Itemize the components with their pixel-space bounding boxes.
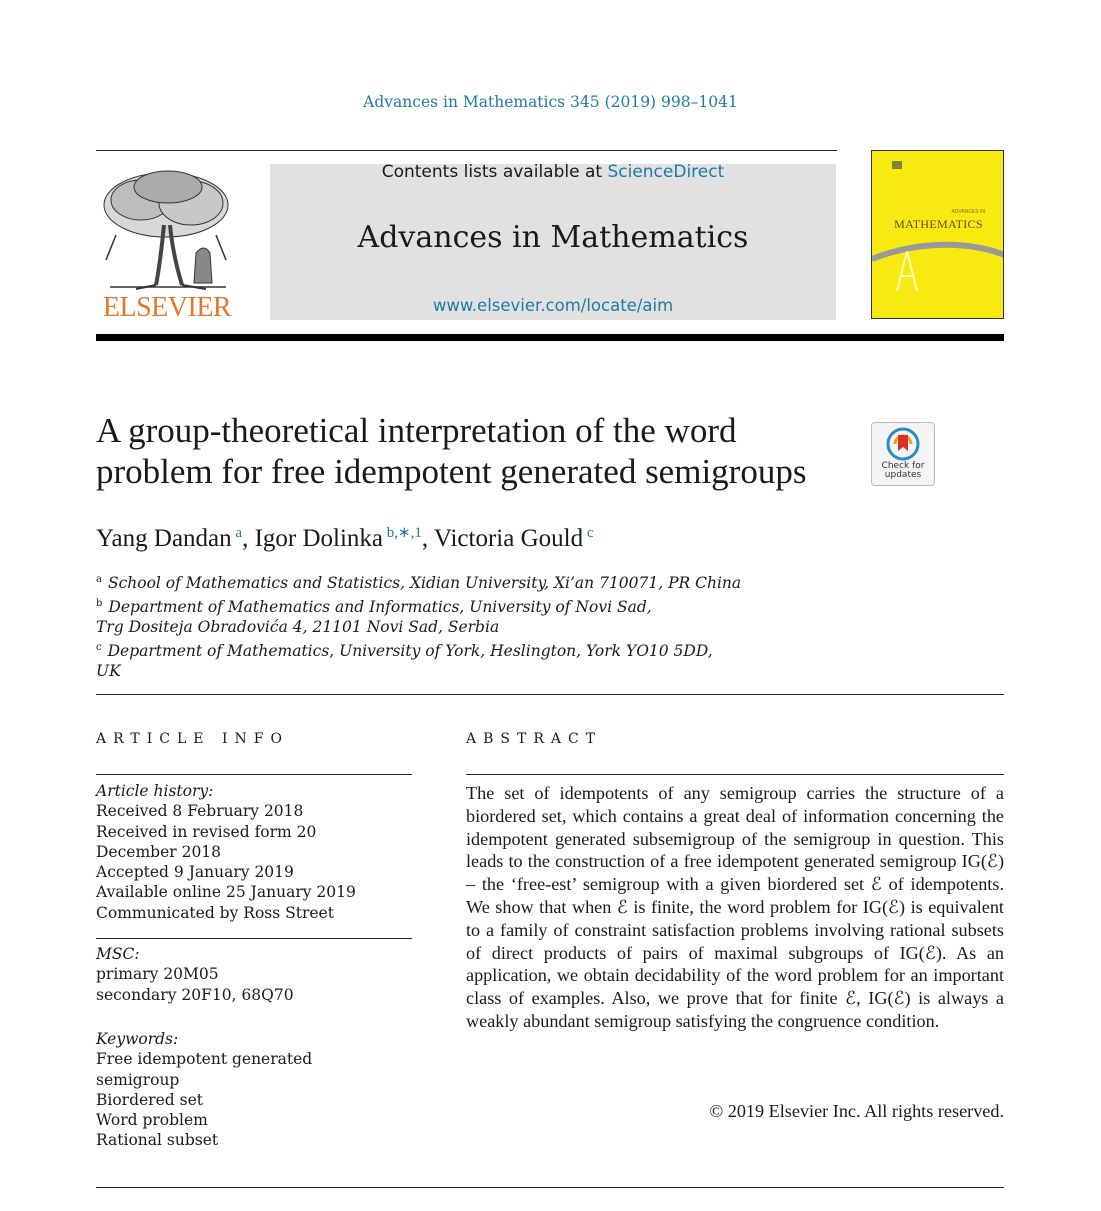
badge-line-1: Check for <box>881 461 925 471</box>
bookmark-icon <box>885 427 921 461</box>
affiliation-text: Department of Mathematics, University of York, Heslington, York YO10 5DD, <box>107 641 713 660</box>
article-title <box>96 410 856 492</box>
badge-label <box>872 462 934 480</box>
article-history <box>96 781 412 923</box>
affiliation-a <box>96 570 856 594</box>
bottom-divider <box>96 1187 1004 1188</box>
author-marks[interactable]: b,∗,1 <box>386 525 422 541</box>
affiliation-b-cont: Trg Dositeja Obradovića 4, 21101 Novi Sad, Serbia <box>96 618 500 636</box>
msc-item: primary 20M05 <box>96 965 219 984</box>
title-line-1: A group-theoretical interpretation of the word <box>96 411 737 450</box>
journal-name: Advances in Mathematics <box>357 220 749 255</box>
header-divider <box>96 150 837 151</box>
badge-line-2: updates <box>884 470 922 480</box>
msc-label: MSC: <box>96 945 140 963</box>
abstract-rule-top <box>466 774 1004 775</box>
affiliation-c-cont: UK <box>96 662 121 680</box>
journal-cover-thumbnail[interactable] <box>871 150 1004 319</box>
author-name[interactable]: Yang Dandan <box>96 525 232 552</box>
author-name[interactable]: Igor Dolinka <box>254 525 384 552</box>
affiliations <box>96 570 856 682</box>
info-rule-top <box>96 774 412 775</box>
keyword-item: Rational subset <box>96 1131 219 1150</box>
article-info-heading: ARTICLE INFO <box>96 731 289 747</box>
cover-graphic <box>872 151 1004 319</box>
cover-title: MATHEMATICS <box>894 217 983 231</box>
affiliation-mark: a <box>96 574 102 585</box>
header-thick-rule <box>96 334 1004 341</box>
history-item: Accepted 9 January 2019 <box>96 863 294 882</box>
keyword-item: Free idempotent generated <box>96 1050 313 1069</box>
history-label: Article history: <box>96 782 214 800</box>
author-affiliation-mark[interactable] <box>583 525 593 541</box>
history-item: December 2018 <box>96 842 222 861</box>
affiliation-text: School of Mathematics and Statistics, Xidian University, Xi’an 710071, PR China <box>107 574 742 592</box>
history-item: Received 8 February 2018 <box>96 802 304 821</box>
keyword-item: Biordered set <box>96 1090 203 1109</box>
abstract-heading: ABSTRACT <box>466 731 603 747</box>
history-item: Communicated by Ross Street <box>96 903 334 922</box>
author-list: Yang Dandan $^a$, Igor Dolinka $^{b,∗,1}$, Victoria Gould $^c$ <box>96 525 594 552</box>
keyword-item: Word problem <box>96 1111 208 1130</box>
affiliation-c <box>96 638 856 662</box>
check-for-updates-button[interactable] <box>871 422 935 486</box>
contents-prefix: Contents lists available at <box>381 162 608 182</box>
keywords <box>96 1029 412 1151</box>
journal-url-link[interactable]: www.elsevier.com/locate/aim <box>432 296 674 315</box>
history-item: Received in revised form 20 <box>96 822 317 841</box>
affiliation-mark: b <box>96 597 103 609</box>
journal-citation-link[interactable]: Advances in Mathematics 345 (2019) 998–1041 <box>363 93 738 111</box>
msc-codes <box>96 944 412 1005</box>
history-item: Available online 25 January 2019 <box>96 883 356 902</box>
abstract-text: The set of idempotents of any semigroup carries the structure of a biordered set, which contains a great deal of information concerning the idempotent generated subsemigroup of the semigroup in question. This leads to the construction of a free idempotent generated semigroup IG(ℰ) – the ‘free-est’ semigroup with a given biordered set ℰ of idempotents. We show that when ℰ is finite, the word problem for IG(ℰ) is equivalent to a family of constraint satisfaction problems involving rational subsets of direct products of pairs of maximal subgroups of IG(ℰ). As an application, we obtain decidability of the word problem for an important class of examples. Also, we prove that for finite ℰ, IG(ℰ) is always a weakly abundant semigroup satisfying the congruence condition. <box>466 783 1004 1031</box>
keyword-item: semigroup <box>96 1070 180 1089</box>
affiliation-b <box>96 594 856 618</box>
cover-subtitle: ADVANCES IN <box>951 209 985 215</box>
keywords-label: Keywords: <box>96 1030 179 1048</box>
author-affiliation-mark[interactable] <box>383 525 422 541</box>
info-rule-mid <box>96 938 412 939</box>
affiliation-mark: c <box>96 641 102 653</box>
sciencedirect-link[interactable]: ScienceDirect <box>607 162 725 182</box>
affiliation-text: Department of Mathematics and Informatics, University of Novi Sad, <box>108 597 652 616</box>
author-name[interactable]: Victoria Gould <box>433 525 584 552</box>
msc-item: secondary 20F10, 68Q70 <box>96 985 294 1004</box>
author-marks[interactable]: a <box>235 525 243 541</box>
copyright-notice: © 2019 Elsevier Inc. All rights reserved. <box>709 1101 1004 1121</box>
author-affiliation-mark[interactable] <box>232 525 242 541</box>
elsevier-wordmark: ELSEVIER <box>102 292 232 323</box>
contents-availability <box>270 162 836 182</box>
title-line-2: problem for free idempotent generated semigroups <box>96 452 807 491</box>
author-marks[interactable]: c <box>586 525 594 541</box>
section-divider <box>96 694 1004 695</box>
